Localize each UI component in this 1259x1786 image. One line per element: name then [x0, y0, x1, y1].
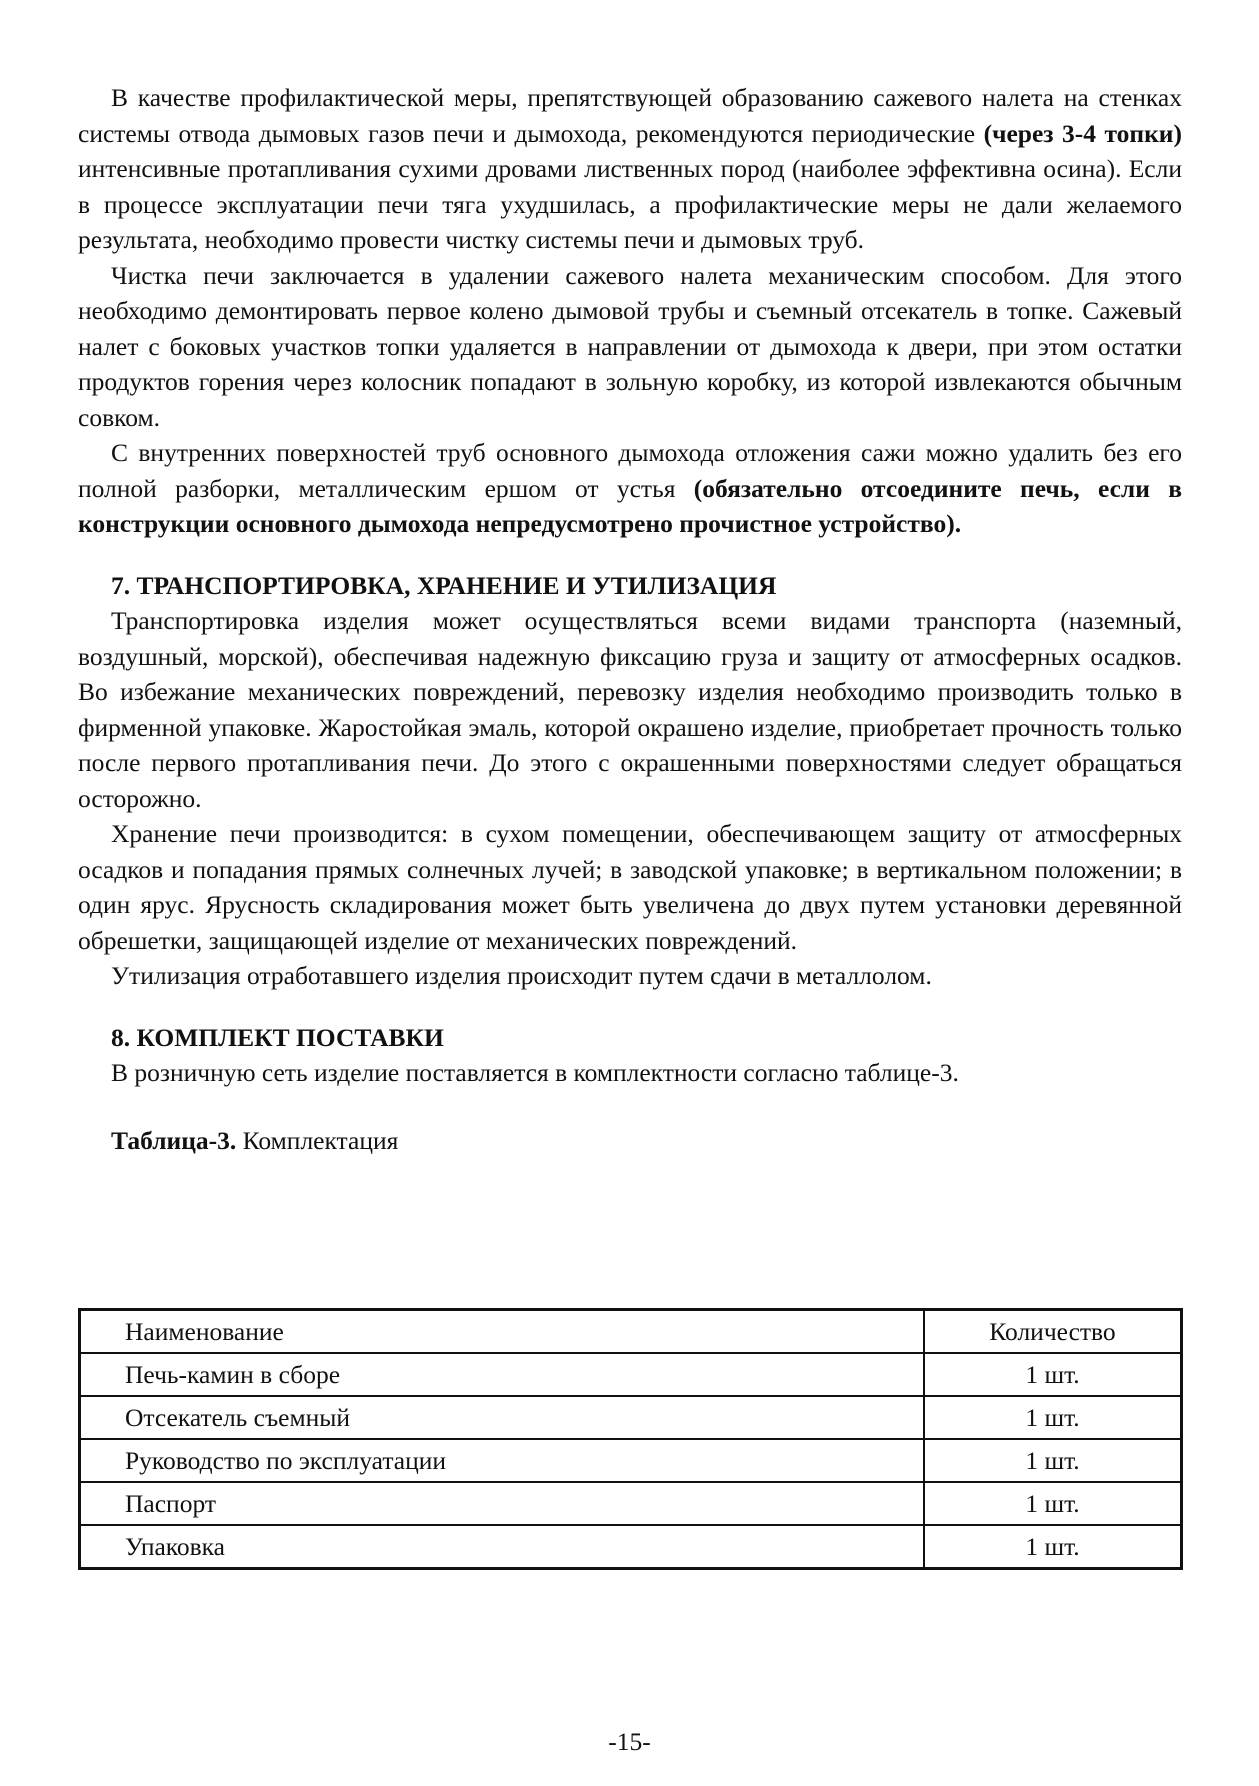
paragraph-text: В качестве профилактической меры, препятствующей образованию сажевого налета на стенках системы отвода дымовых газов печи и дымохода, рекомендуются периодические	[78, 83, 1182, 148]
cell-item-name: Руководство по эксплуатации	[80, 1439, 925, 1482]
paragraph-storage: Хранение печи производится: в сухом помещении, обеспечивающем защиту от атмосферных осадков и попадания прямых солнечных лучей; в заводской упаковке; в вертикальном положении; в один ярус. Ярусность складирования может быть увеличена до двух путем установки деревянной обрешетки, защищающей изделие от механических повреждений.	[78, 819, 1182, 955]
table-row	[80, 1482, 1182, 1525]
table-caption-label: Таблица-3.	[111, 1125, 237, 1155]
column-header-quantity: Количество	[924, 1310, 1182, 1354]
cell-item-quantity: 1 шт.	[924, 1353, 1182, 1396]
table-row	[80, 1439, 1182, 1482]
cell-item-name: Печь-камин в сборе	[80, 1353, 925, 1396]
delivery-table	[78, 1308, 1183, 1570]
section-title-transport: 7. ТРАНСПОРТИРОВКА, ХРАНЕНИЕ И УТИЛИЗАЦИЯ	[111, 570, 777, 600]
table-caption-text: Комплектация	[236, 1125, 399, 1155]
table-row	[80, 1353, 1182, 1396]
cell-item-name: Отсекатель съемный	[80, 1396, 925, 1439]
paragraph-disposal: Утилизация отработавшего изделия происходит путем сдачи в металлолом.	[111, 961, 932, 990]
page-number: -15-	[608, 1727, 651, 1756]
paragraph-delivery: В розничную сеть изделие поставляется в комплектности согласно таблице-3.	[111, 1058, 959, 1087]
cell-item-quantity: 1 шт.	[924, 1525, 1182, 1569]
table-header-row	[80, 1310, 1182, 1354]
cell-item-quantity: 1 шт.	[924, 1482, 1182, 1525]
section-title-delivery: 8. КОМПЛЕКТ ПОСТАВКИ	[111, 1022, 444, 1052]
column-header-name: Наименование	[80, 1310, 925, 1354]
cell-item-quantity: 1 шт.	[924, 1439, 1182, 1482]
paragraph-text: интенсивные протапливания сухими дровами лиственных пород (наиболее эффективна осина). Если в процессе эксплуатации печи тяга ухудшилась, а профилактические меры не дали желаемого результата, необходимо провести чистку системы печи и дымовых труб.	[78, 154, 1182, 254]
table-row	[80, 1525, 1182, 1569]
cell-item-quantity: 1 шт.	[924, 1396, 1182, 1439]
spacer	[78, 542, 1182, 568]
table-caption	[78, 1123, 1182, 1159]
cell-item-name: Упаковка	[80, 1525, 925, 1569]
page-content	[78, 80, 1182, 1158]
cell-item-name: Паспорт	[80, 1482, 925, 1525]
paragraph-transport: Транспортировка изделия может осуществляться всеми видами транспорта (наземный, воздушный, морской), обеспечивая надежную фиксацию груза и защиту от атмосферных осадков. Во избежание механических повреждений, перевозку изделия необходимо производить только в фирменной упаковке. Жаростойкая эмаль, которой окрашено изделие, приобретает прочность только после первого протапливания печи. До этого с окрашенными поверхностями следует обращаться осторожно.	[78, 606, 1182, 813]
paragraph-bold-text: (через 3-4 топки)	[983, 118, 1182, 148]
spacer	[78, 994, 1182, 1020]
paragraph-bold-text: (обязательно отсоедините печь, если в конструкции основного дымохода непредусмотрено прочистное устройство).	[78, 473, 1182, 538]
paragraph-prevention	[78, 80, 1182, 258]
paragraph-cleaning: Чистка печи заключается в удалении сажевого налета механическим способом. Для этого необходимо демонтировать первое колено дымовой трубы и съемный отсекатель в топке. Сажевый налет с боковых участков топки удаляется в направлении от дымохода к двери, при этом остатки продуктов горения через колосник попадают в зольную коробку, из которой извлекаются обычным совком.	[78, 260, 1182, 432]
paragraph-text: С внутренних поверхностей труб основного дымохода отложения сажи можно удалить без его полной разборки, металлическим ершом от устья	[78, 438, 1182, 503]
paragraph-chimney	[78, 435, 1182, 542]
table-row	[80, 1396, 1182, 1439]
